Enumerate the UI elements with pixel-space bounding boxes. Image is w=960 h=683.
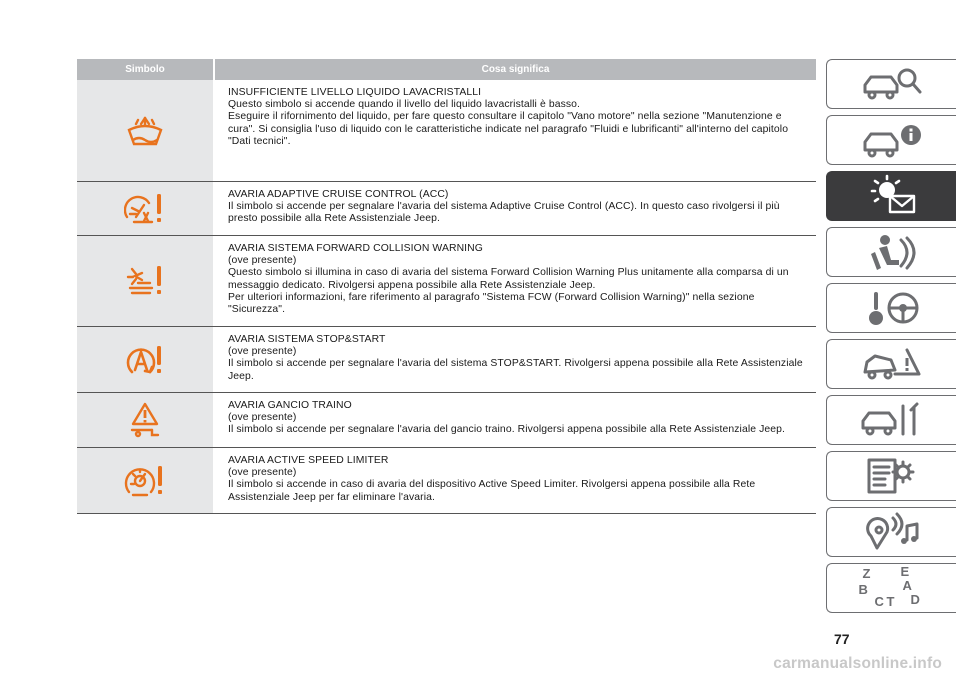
table-row (77, 393, 816, 448)
key-steering-wheel-icon (857, 288, 927, 328)
page-number: 77 (834, 631, 850, 647)
symbol-cell (77, 448, 215, 513)
index-letter: A (902, 578, 912, 593)
row-title: AVARIA SISTEMA STOP&START (228, 334, 386, 345)
tab-emergency[interactable] (826, 339, 956, 389)
row-text: Il simbolo si accende per segnalare l'avaria del gancio traino. Rivolgersi appena possibile alla Rete Assistenziale Jeep. (228, 424, 786, 436)
table-row (77, 327, 816, 393)
row-text: (ove presente) (228, 467, 297, 479)
symbol-cell (77, 236, 215, 326)
row-text: Il simbolo si accende per segnalare l'avaria del sistema STOP&START. Rivolgersi appena possibile alla Rete Assistenziale Jeep. (228, 358, 803, 382)
meaning-cell (215, 80, 816, 181)
table-row (77, 182, 816, 236)
row-text: Eseguire il rifornimento del liquido, per fare questo consultare il capitolo "Vano motore" nella sezione "Manutenzione e cura". Si consiglia l'uso di liquido con le caratteristiche indicate nel paragrafo "Fluidi e lubrificanti" all'interno del capitolo "Dati tecnici". (228, 111, 789, 147)
row-text: (ove presente) (228, 412, 297, 424)
row-title: AVARIA ACTIVE SPEED LIMITER (228, 455, 389, 466)
symbol-cell (77, 393, 215, 447)
index-letter: Z (862, 566, 871, 581)
row-text: Per ulteriori informazioni, fare riferimento al paragrafo "Sistema FCW (Forward Collision Warning)" nella sezione "Sicurezza". (228, 291, 755, 316)
multimedia-icon (857, 512, 927, 552)
table-row (77, 80, 816, 182)
tab-starting-driving[interactable] (826, 283, 956, 333)
row-text: Questo simbolo si accende quando il livello del liquido lavacristalli è basso. (228, 99, 581, 111)
index-letter: T (886, 594, 895, 609)
row-title: AVARIA GANCIO TRAINO (228, 400, 352, 411)
index-letter: D (910, 592, 920, 607)
index-letter: E (900, 564, 910, 579)
car-accident-warning-icon (857, 344, 927, 384)
tab-multimedia[interactable] (826, 507, 956, 557)
acc-fault-icon (124, 191, 166, 227)
table-header (77, 59, 816, 80)
symbol-cell (77, 182, 215, 235)
watermark: carmanualsonline.info (773, 655, 942, 672)
table-row (77, 448, 816, 514)
tab-car-search[interactable] (826, 59, 956, 109)
meaning-cell (215, 448, 816, 513)
symbol-cell (77, 80, 215, 181)
table-row (77, 236, 816, 327)
tab-car-info[interactable] (826, 115, 956, 165)
header-symbol: Simbolo (77, 59, 215, 80)
row-text: Il simbolo si accende in caso di avaria del dispositivo Active Speed Limiter. Rivolgersi appena possibile alla Rete Assistenziale Jeep per far eliminare l'avaria. (228, 479, 756, 503)
row-text: Il simbolo si accende per segnalare l'avaria del sistema Adaptive Cruise Control (ACC). In questo caso rivolgersi il più presto possibile alla Rete Assistenziale Jeep. (228, 201, 780, 225)
tab-index[interactable] (826, 563, 956, 613)
car-tools-icon (857, 400, 927, 440)
row-title: AVARIA ADAPTIVE CRUISE CONTROL (ACC) (228, 189, 449, 200)
start-stop-fault-icon (124, 342, 166, 378)
index-letter: C (874, 594, 884, 609)
tab-warning-lights[interactable] (826, 171, 956, 221)
tow-hook-fault-icon (128, 402, 162, 438)
warning-light-message-icon (857, 174, 927, 218)
car-info-icon (857, 120, 927, 160)
fcw-fault-icon (124, 263, 166, 299)
row-title: AVARIA SISTEMA FORWARD COLLISION WARNING (228, 243, 483, 254)
tab-technical-data[interactable] (826, 451, 956, 501)
row-text: Questo simbolo si illumina in caso di avaria del sistema Forward Collision Warning Plus unitamente alla comparsa di un messaggio dedicato. Rivolgersi appena possibile alla Rete Assistenziale Jeep. (228, 267, 789, 291)
symbol-cell (77, 327, 215, 392)
speed-limiter-fault-icon (123, 462, 167, 500)
alphabetical-index-icon (857, 566, 927, 610)
header-meaning: Cosa significa (481, 64, 550, 75)
car-search-icon (857, 64, 927, 104)
tab-safety[interactable] (826, 227, 956, 277)
meaning-cell (215, 327, 816, 392)
warning-lights-table (77, 59, 816, 514)
meaning-cell (215, 236, 816, 326)
document-gear-icon (857, 456, 927, 496)
row-title: INSUFFICIENTE LIVELLO LIQUIDO LAVACRISTALLI (228, 87, 482, 98)
row-text: (ove presente) (228, 255, 297, 267)
airbag-seat-icon (857, 232, 927, 272)
tab-maintenance[interactable] (826, 395, 956, 445)
index-letter: B (858, 582, 868, 597)
meaning-cell (215, 182, 816, 235)
meaning-cell (215, 393, 816, 447)
row-text: (ove presente) (228, 346, 297, 358)
washer-fluid-icon (125, 114, 165, 148)
